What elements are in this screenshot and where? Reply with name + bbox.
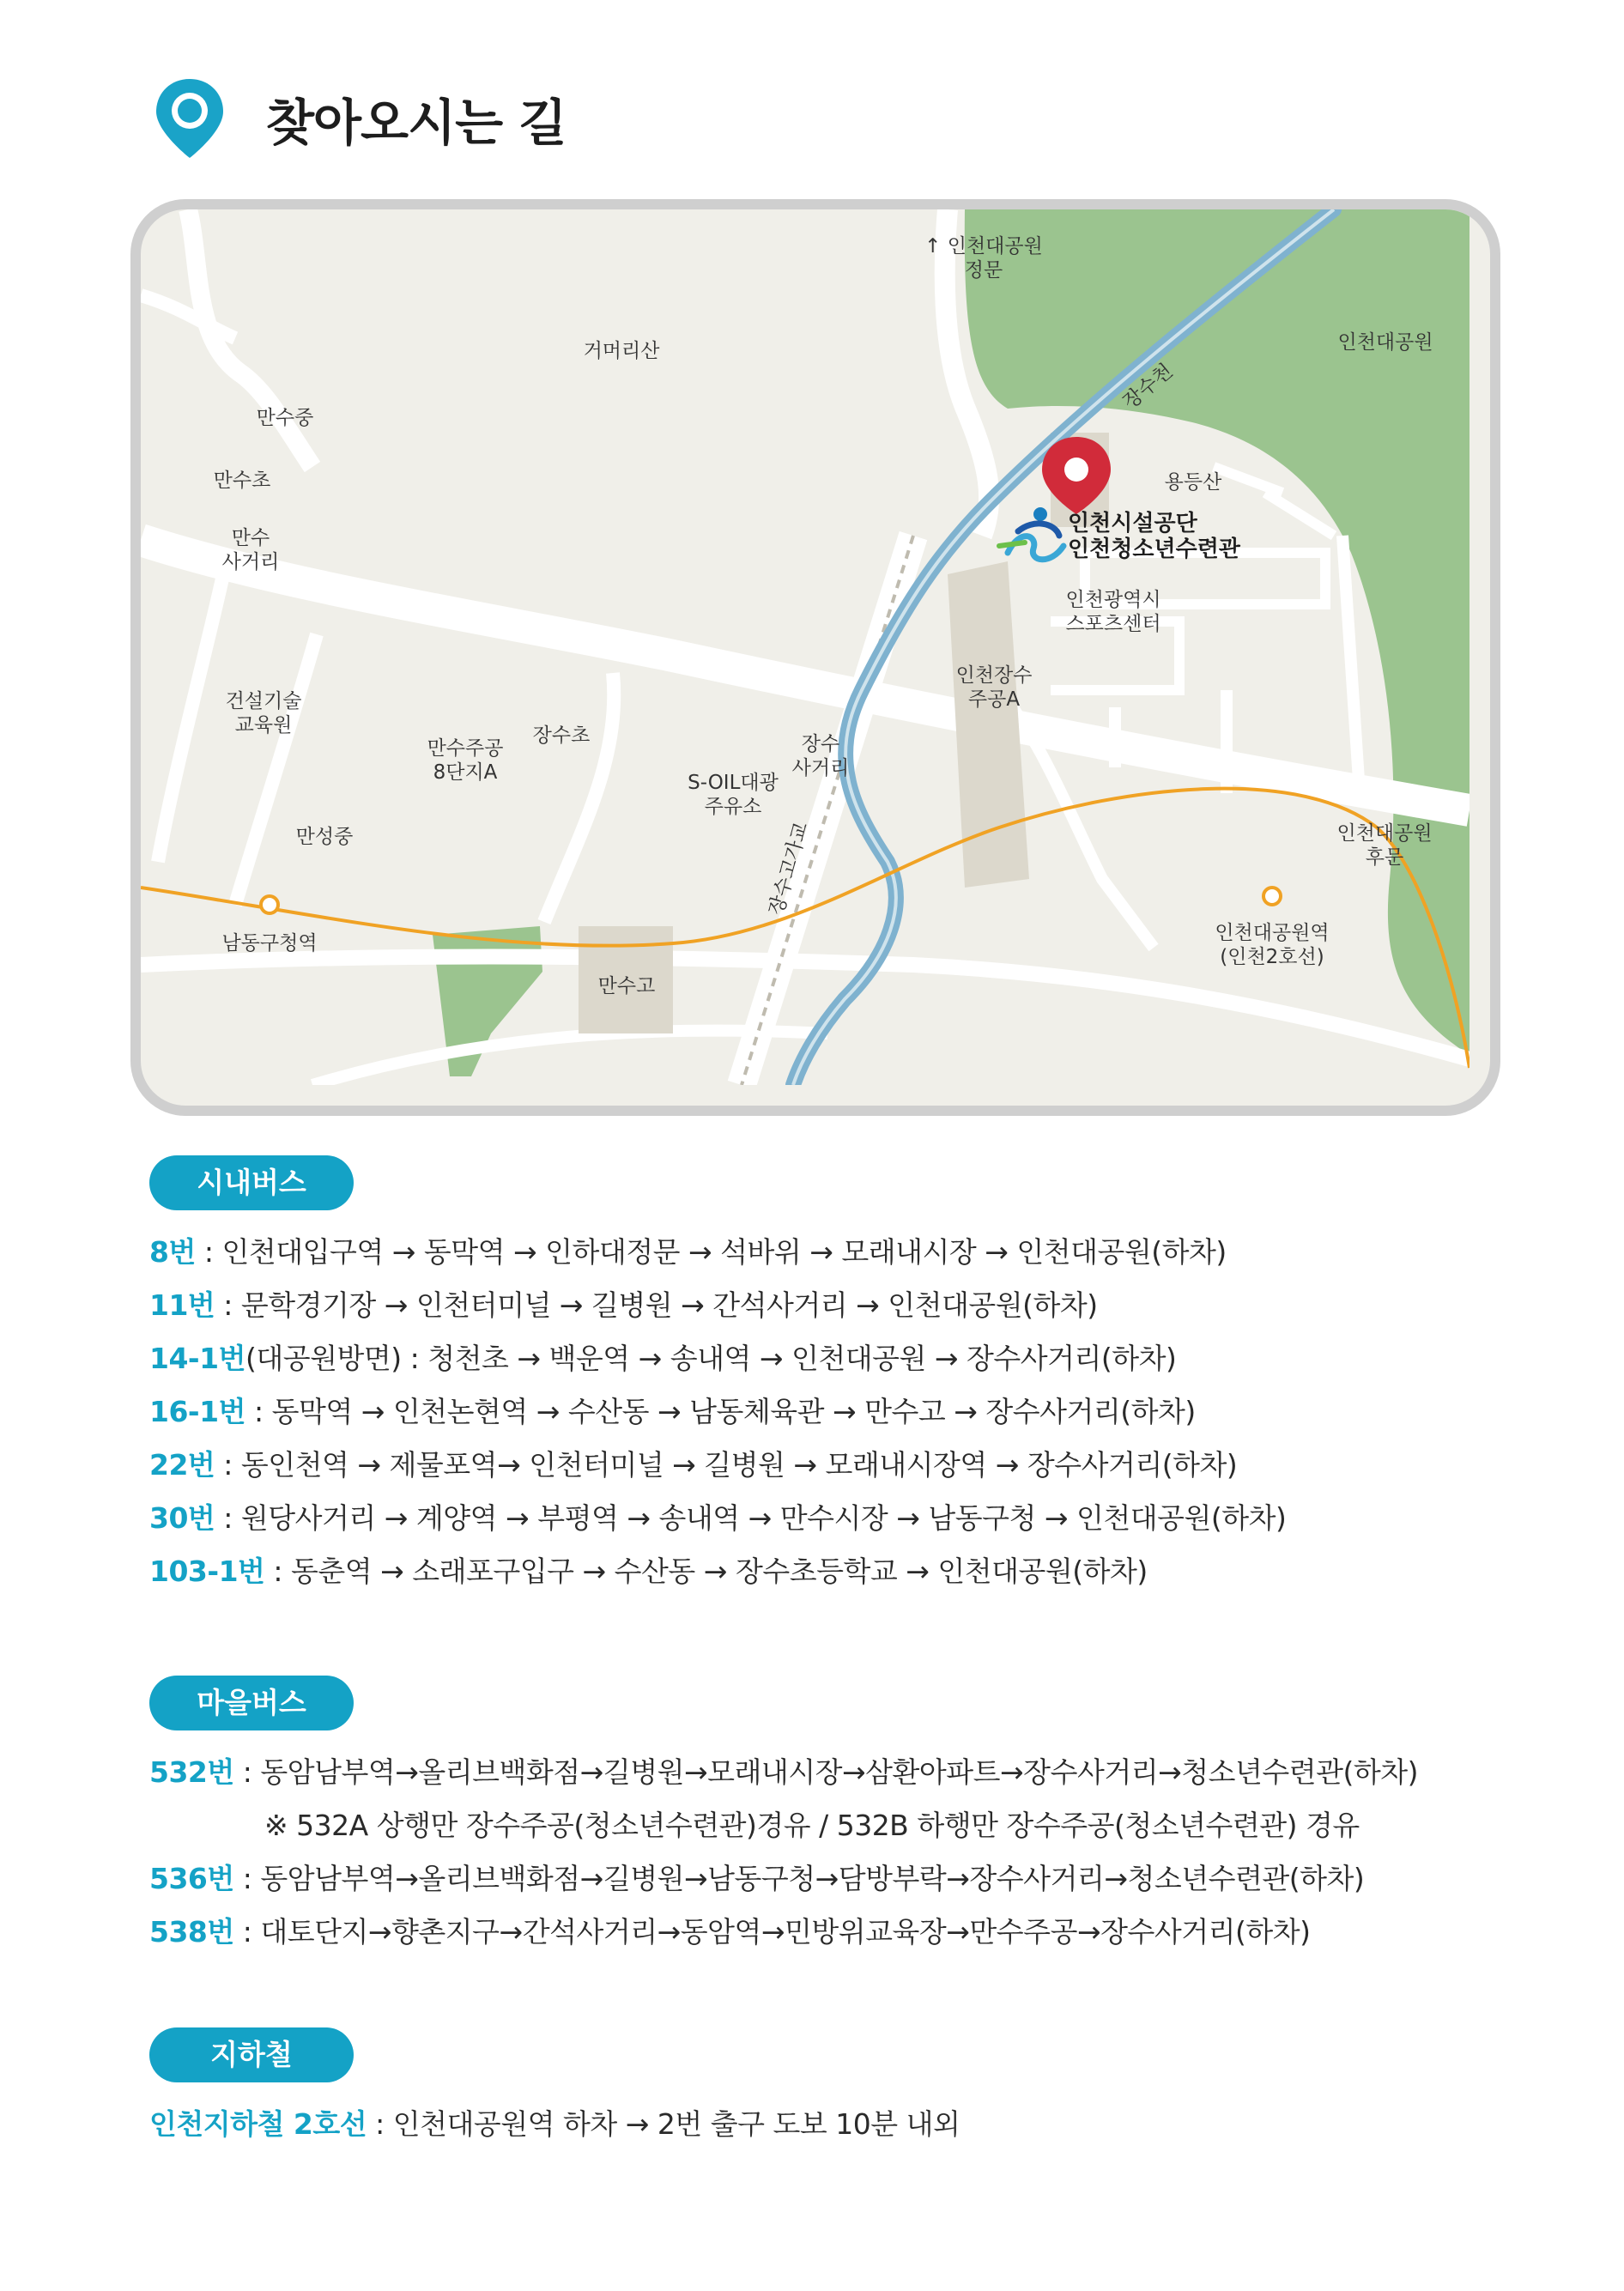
- route-number: 11번: [149, 1288, 215, 1322]
- route-stops: (대공원방면) : 청천초 → 백운역 → 송내역 → 인천대공원 → 장수사거리(하차): [245, 1342, 1177, 1375]
- route-number: 538번: [149, 1915, 234, 1949]
- logo-line1: 인천시설공단: [1068, 511, 1197, 536]
- route-103-1: [149, 1545, 1286, 1598]
- label-construction-edu: 건설기술 교육원: [225, 690, 302, 736]
- route-16-1: [149, 1385, 1286, 1439]
- route-stops: : 문학경기장 → 인천터미널 → 길병원 → 간석사거리 → 인천대공원(하차): [215, 1288, 1098, 1322]
- route-14-1: [149, 1332, 1286, 1385]
- label-manseong-middle: 만성중: [295, 826, 354, 848]
- location-pin-icon: [153, 76, 227, 161]
- city-bus-section: [149, 1155, 1286, 1598]
- village-bus-label: 마을버스: [149, 1676, 354, 1730]
- route-stops: : 대토단지→향촌지구→간석사거리→동암역→민방위교육장→만수주공→장수사거리(하차): [233, 1915, 1311, 1949]
- route-subway-line-2: [149, 2098, 960, 2151]
- label-mansu-middle: 만수중: [256, 407, 314, 429]
- route-note: ※ 532A 상행만 장수주공(청소년수련관)경유 / 532B 하행만 장수주공(청소년수련관) 경유: [264, 1809, 1360, 1842]
- village-bus-route-list: [149, 1746, 1418, 1959]
- route-number: 22번: [149, 1448, 215, 1482]
- facility-logo: [999, 507, 1241, 562]
- map-canvas: [141, 209, 1469, 1085]
- label-incheon-grand-park: 인천대공원: [1337, 331, 1433, 354]
- label-park-back-gate: 인천대공원 후문: [1336, 822, 1433, 869]
- route-538: [149, 1906, 1418, 1959]
- route-stops: : 원당사거리 → 계양역 → 부평역 → 송내역 → 만수시장 → 남동구청 → 인천대공원(하차): [215, 1501, 1287, 1535]
- label-geomeorisan: 거머리산: [583, 340, 660, 362]
- route-number: 532번: [149, 1755, 234, 1789]
- logo-line2: 인천청소년수련관: [1068, 536, 1240, 562]
- route-number: 30번: [149, 1501, 215, 1535]
- route-stops: : 인천대공원역 하차 → 2번 출구 도보 10분 내외: [367, 2107, 960, 2141]
- label-soil-station: S-OIL대광 주유소: [688, 772, 779, 818]
- route-number: 103-1번: [149, 1555, 265, 1588]
- label-park-station: 인천대공원역 (인천2호선): [1215, 922, 1330, 968]
- page-title: 찾아오시는 길: [266, 94, 567, 152]
- park-station-marker[interactable]: [1263, 888, 1281, 905]
- namdong-station-marker[interactable]: [261, 896, 278, 913]
- route-number: 14-1번: [149, 1342, 245, 1375]
- route-11: [149, 1279, 1286, 1332]
- route-532-note: [149, 1799, 1418, 1852]
- label-jangsu-overpass: 장수고가교: [765, 820, 814, 918]
- label-park-main-gate: ↑ 인천대공원 정문: [924, 235, 1043, 282]
- label-mansu-jugong8: 만수주공 8단지A: [427, 737, 504, 784]
- route-number: 16-1번: [149, 1395, 245, 1428]
- label-jangsucheon: 장수천: [1118, 360, 1178, 415]
- page-header: [153, 76, 566, 161]
- label-mansu-high: 만수고: [597, 975, 656, 997]
- route-8: [149, 1226, 1286, 1279]
- route-number: 8번: [149, 1235, 196, 1269]
- route-stops: : 동춘역 → 소래포구입구 → 수산동 → 장수초등학교 → 인천대공원(하차): [264, 1555, 1148, 1588]
- city-bus-label: 시내버스: [149, 1155, 354, 1210]
- label-sports-center: 인천광역시 스포츠센터: [1065, 589, 1161, 635]
- route-number: 536번: [149, 1862, 234, 1895]
- route-stops: : 인천대입구역 → 동막역 → 인하대정문 → 석바위 → 모래내시장 → 인천대공원(하차): [195, 1235, 1227, 1269]
- route-stops: : 동암남부역→올리브백화점→길병원→남동구청→담방부락→장수사거리→청소년수련관(하차): [233, 1862, 1365, 1895]
- route-22: [149, 1439, 1286, 1492]
- jugong-apartment-block: [948, 561, 1029, 888]
- label-yongdeungsan: 용등산: [1164, 471, 1222, 494]
- route-stops: : 동인천역 → 제물포역→ 인천터미널 → 길병원 → 모래내시장역 → 장수사거리(하차): [215, 1448, 1238, 1482]
- route-number: 인천지하철 2호선: [149, 2107, 367, 2141]
- label-jangsu-jugong: 인천장수 주공A: [955, 664, 1033, 711]
- label-mansu-elementary: 만수초: [213, 470, 271, 492]
- route-536: [149, 1852, 1418, 1906]
- subway-section: [149, 2027, 960, 2151]
- subway-route-list: [149, 2098, 960, 2151]
- route-stops: : 동암남부역→올리브백화점→길병원→모래내시장→삼환아파트→장수사거리→청소년수련관(하차): [233, 1755, 1419, 1789]
- subway-label: 지하철: [149, 2027, 354, 2082]
- label-jangsu-elementary: 장수초: [532, 724, 591, 747]
- location-map[interactable]: [130, 199, 1500, 1116]
- village-bus-section: [149, 1676, 1418, 1959]
- route-stops: : 동막역 → 인천논현역 → 수산동 → 남동체육관 → 만수고 → 장수사거리(하차): [245, 1395, 1196, 1428]
- route-532: [149, 1746, 1418, 1799]
- city-bus-route-list: [149, 1226, 1286, 1598]
- route-30: [149, 1492, 1286, 1545]
- label-namdong-station: 남동구청역: [221, 932, 318, 955]
- label-mansu-intersection: 만수 사거리: [221, 527, 280, 573]
- label-jangsu-intersection: 장수 사거리: [791, 733, 850, 779]
